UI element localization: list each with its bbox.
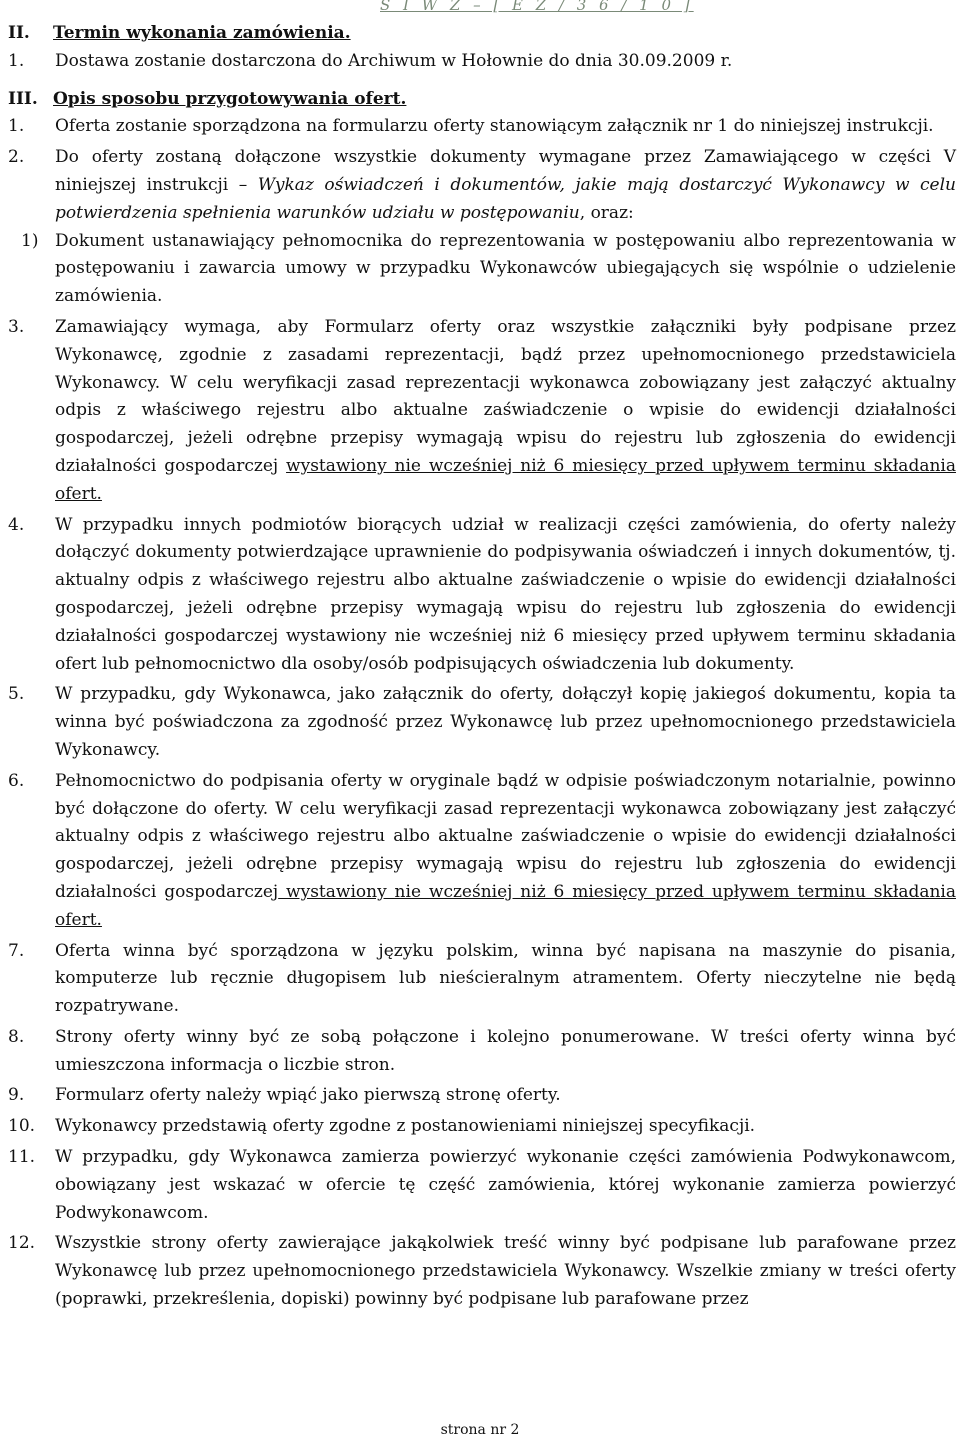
item-text: Wykonawcy przedstawią oferty zgodne z postanowieniami niniejszej specyfikacji. <box>55 1116 756 1137</box>
section-number: III. <box>8 88 38 109</box>
list-item <box>8 314 956 509</box>
section-number: II. <box>8 23 30 43</box>
item-number: 2. <box>8 147 25 168</box>
list-item <box>8 1230 956 1313</box>
item-number: 9. <box>8 1085 25 1106</box>
item-text: Strony oferty winny być ze sobą połączone i kolejno ponumerowane. W treści oferty winna być umieszczona informacja o liczbie stron. <box>55 1026 956 1075</box>
item-text: Wszystkie strony oferty zawierające jakąkolwiek treść winny być podpisane lub parafowane przez Wykonawcę lub przez upełnomocnionego przedstawiciela Wykonawcy. Wszelkie zmiany w treści oferty (poprawki, przekreślenia, dopiski) powinny być podpisane lub parafowane przez <box>55 1233 956 1310</box>
section-title: Termin wykonania zamówienia. <box>53 23 351 43</box>
list-item <box>8 113 956 141</box>
item-number: 11. <box>8 1147 36 1168</box>
list-item <box>8 1082 956 1110</box>
underlined-text: wystawiony nie wcześniej niż 6 miesięcy przed upływem terminu składania ofert. <box>55 455 956 504</box>
list-item <box>8 1113 956 1141</box>
item-number: 8. <box>8 1026 25 1047</box>
list-item <box>8 1144 956 1227</box>
list-item <box>8 768 956 935</box>
item-text: Pełnomocnictwo do podpisania oferty w oryginale bądź w odpisie poświadczonym notarialnie, powinno być dołączone do oferty. W celu weryfikacji zasad reprezentacji wykonawca zobowiązany jest załączyć aktualny odpis z właściwego rejestru albo aktualne zaświadczenie o wpisie do ewidencji działalności gospodarczej, jeżeli odrębne przepisy wymagają wpisu do rejestru lub zgłoszenia do ewidencji działalności gospodarczej wystawiony nie wcześniej niż 6 miesięcy przed upływem terminu składania ofert. <box>55 770 957 930</box>
section-heading-ii <box>8 20 956 48</box>
document-reference-header: S I W Z – [ E Z / 3 6 / 1 0 ] <box>380 0 694 14</box>
document-body <box>8 20 956 1314</box>
item-number: 3. <box>8 316 25 337</box>
page-number-footer: strona nr 2 <box>440 1422 520 1438</box>
list-item <box>8 1024 956 1080</box>
item-text: Dokument ustanawiający pełnomocnika do reprezentowania w postępowaniu albo reprezentowania w postępowaniu i zawarcia umowy w przypadku Wykonawców ubiegających się wspólnie o udzielenie zamówienia. <box>55 230 956 307</box>
item-text: Oferta zostanie sporządzona na formularzu oferty stanowiącym załącznik nr 1 do niniejszej instrukcji. <box>55 116 934 137</box>
list-item <box>8 48 956 76</box>
section-title: Opis sposobu przygotowywania ofert. <box>53 88 407 109</box>
item-text: Oferta winna być sporządzona w języku polskim, winna być napisana na maszynie do pisania, komputerze lub ręcznie długopisem lub nieścieralnym atramentem. Oferty nieczytelne nie będą rozpatrywane. <box>55 940 956 1017</box>
italic-title: Wykaz oświadczeń i dokumentów, jakie mają dostarczyć Wykonawcy w celu potwierdzenia spełnienia warunków udziału w postępowaniu <box>55 174 957 223</box>
item-text: Dostawa zostanie dostarczona do Archiwum w Hołownie do dnia 30.09.2009 r. <box>55 50 733 71</box>
section-heading-iii <box>8 86 956 114</box>
item-number: 10. <box>8 1116 36 1137</box>
item-text: Formularz oferty należy wpiąć jako pierwszą stronę oferty. <box>55 1085 561 1106</box>
item-number: 12. <box>8 1233 36 1254</box>
list-item <box>8 512 956 679</box>
list-item <box>8 938 956 1021</box>
list-item <box>8 681 956 764</box>
underlined-text: wystawiony nie wcześniej niż 6 miesięcy przed upływem terminu składania ofert. <box>55 881 957 930</box>
item-number: 1. <box>8 50 25 71</box>
item-number: 5. <box>8 684 25 705</box>
list-item <box>8 144 956 227</box>
item-number: 6. <box>8 770 25 791</box>
sub-list-item <box>21 228 956 311</box>
item-text: Zamawiający wymaga, aby Formularz oferty oraz wszystkie załączniki były podpisane przez Wykonawcę, zgodnie z zasadami reprezentacji, bądź przez upełnomocnionego przedstawiciela Wykonawcy. W celu weryfikacji zasad reprezentacji wykonawca zobowiązany jest załączyć aktualny odpis z właściwego rejestru albo aktualne zaświadczenie o wpisie do ewidencji działalności gospodarczej, jeżeli odrębne przepisy wymagają wpisu do rejestru lub zgłoszenia do ewidencji działalności gospodarczej wystawiony nie wcześniej niż 6 miesięcy przed upływem terminu składania ofert. <box>55 316 956 504</box>
item-number: 7. <box>8 940 25 961</box>
item-number: 1. <box>8 116 25 137</box>
item-text: W przypadku, gdy Wykonawca, jako załącznik do oferty, dołączył kopię jakiegoś dokumentu, kopia ta winna być poświadczona za zgodność przez Wykonawcę lub przez upełnomocnionego przedstawiciela Wykonawcy. <box>55 684 956 760</box>
item-number: 4. <box>8 514 25 535</box>
item-text: Do oferty zostaną dołączone wszystkie dokumenty wymagane przez Zamawiającego w części V niniejszej instrukcji – Wykaz oświadczeń i dokumentów, jakie mają dostarczyć Wykonawcy w celu potwierdzenia spełnienia warunków udziału w postępowaniu, oraz: <box>55 147 957 223</box>
item-text: W przypadku, gdy Wykonawca zamierza powierzyć wykonanie części zamówienia Podwykonawcom, obowiązany jest wskazać w ofercie tę część zamówienia, której wykonanie zamierza powierzyć Podwykonawcom. <box>55 1147 956 1223</box>
item-number: 1) <box>21 230 39 251</box>
item-text: W przypadku innych podmiotów biorących udział w realizacji części zamówienia, do oferty należy dołączyć dokumenty potwierdzające uprawnienie do podpisywania oświadczeń i innych dokumentów, tj. aktualny odpis z właściwego rejestru albo aktualne zaświadczenie o wpisie do ewidencji działalności gospodarczej, jeżeli odrębne przepisy wymagają wpisu do rejestru lub zgłoszenia do ewidencji działalności gospodarczej wystawiony nie wcześniej niż 6 miesięcy przed upływem terminu składania ofert lub pełnomocnictwo dla osoby/osób podpisujących oświadczenia lub dokumenty. <box>55 514 956 674</box>
